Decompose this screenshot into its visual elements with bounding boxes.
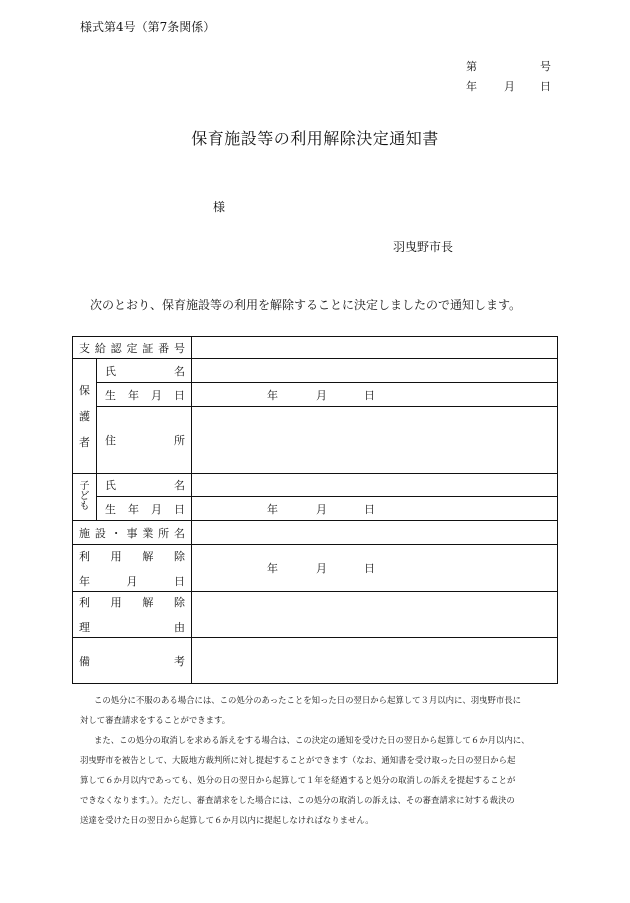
guardian-birth-label: 生 年 月 日 (105, 388, 185, 402)
intro-text: 次のとおり、保育施設等の利用を解除することに決定しましたので通知します。 (90, 298, 522, 312)
guardian-label: 保 護 者 (79, 384, 90, 449)
child-label: 子 ど も (79, 481, 90, 512)
child-birth-day: 日 (364, 502, 375, 516)
row-guardian-name (73, 359, 558, 383)
guardian-birth-day: 日 (364, 388, 375, 402)
note-lawsuit-line1: また、この処分の取消しを求める訴えをする場合は、この決定の通知を受けた日の翌日から起算して６か月以内に、 (94, 735, 530, 745)
note-lawsuit-line4: できなくなります。）。ただし、審査請求をした場合には、この処分の取消しの訴えは、その審査請求に対する裁決の (80, 795, 515, 805)
row-cert-number (73, 337, 558, 359)
note-lawsuit-line3: 算して６か月以内であっても、処分の日の翌日から起算して１年を経過すると処分の取消しの訴えを提起することが (80, 775, 516, 785)
guardian-address-label: 住 所 (105, 434, 185, 447)
guardian-name-field[interactable] (192, 359, 558, 383)
child-birth-year: 年 (267, 502, 278, 516)
remarks-label: 備 考 (79, 654, 185, 668)
row-child-birth (73, 497, 558, 521)
child-birth-label: 生 年 月 日 (105, 502, 185, 516)
remarks-field[interactable] (192, 638, 558, 684)
cancel-date-day: 日 (364, 562, 375, 575)
row-guardian-address (73, 407, 558, 474)
reason-label: 利 用 解 除 理 由 (79, 596, 185, 634)
note-lawsuit-line2: 羽曳野市を被告として、大阪地方裁判所に対し提起することができます（なお、通知書を受け取った日の翌日から起 (80, 755, 516, 765)
issuer: 羽曳野市長 (393, 240, 454, 254)
cert-number-label: 支 給 認 定 証 番 号 (79, 341, 185, 355)
guardian-address-field[interactable] (192, 407, 558, 474)
row-guardian-birth (73, 383, 558, 407)
note-lawsuit-line5: 送達を受けた日の翌日から起算して６か月以内に提起しなければなりません。 (80, 815, 374, 825)
page-title: 保育施設等の利用解除決定通知書 (191, 129, 439, 148)
cancel-date-label: 利 用 解 除 年 月 日 (79, 549, 185, 588)
form-number: 様式第4号（第7条関係） (80, 20, 216, 34)
guardian-name-label: 氏 名 (105, 364, 185, 378)
notice-table (72, 336, 558, 684)
doc-number-suffix: 号 (540, 60, 551, 73)
child-name-label: 氏 名 (105, 479, 185, 492)
row-child-name (73, 474, 558, 497)
guardian-birth-field[interactable] (192, 383, 558, 407)
doc-number-prefix: 第 (466, 60, 477, 73)
guardian-label-cell (73, 359, 97, 474)
cert-number-field[interactable] (192, 337, 558, 359)
row-reason (73, 592, 558, 638)
doc-date-month: 月 (504, 80, 515, 93)
addressee-suffix: 様 (213, 200, 226, 214)
cancel-date-year: 年 (267, 562, 278, 575)
reason-field[interactable] (192, 592, 558, 638)
doc-date-day: 日 (540, 80, 551, 93)
guardian-birth-month: 月 (316, 388, 327, 402)
row-remarks (73, 638, 558, 684)
row-facility (73, 521, 558, 545)
child-birth-field[interactable] (192, 497, 558, 521)
note-appeal-line1: この処分に不服のある場合には、この処分のあったことを知った日の翌日から起算して３月以内に、羽曳野市長に (94, 695, 522, 705)
row-cancel-date (73, 545, 558, 592)
child-label-cell (73, 474, 97, 521)
notes (80, 690, 560, 830)
facility-label: 施 設 ・ 事 業 所 名 (79, 526, 185, 540)
facility-field[interactable] (192, 521, 558, 545)
guardian-birth-year: 年 (267, 388, 278, 402)
cancel-date-field[interactable] (192, 545, 558, 592)
note-appeal-line2: 対して審査請求をすることができます。 (80, 715, 231, 725)
doc-date-year: 年 (466, 80, 477, 93)
cancel-date-month: 月 (316, 562, 327, 575)
child-name-field[interactable] (192, 474, 558, 497)
child-birth-month: 月 (316, 502, 327, 516)
